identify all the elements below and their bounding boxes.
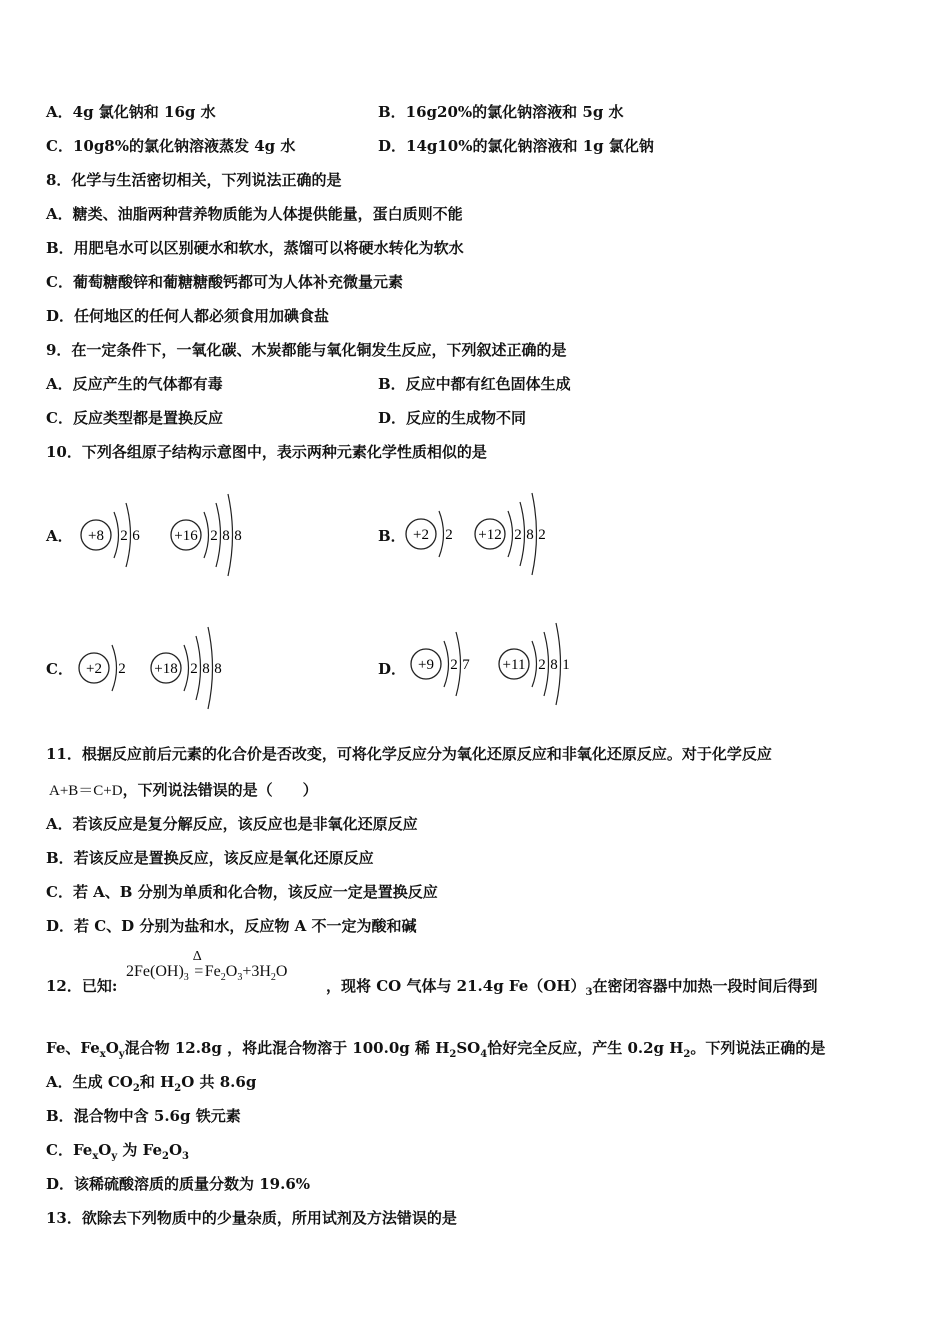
q7-option-d: D．14g10%的氯化钠溶液和 1g 氯化钠 xyxy=(378,137,654,155)
nucleus-charge: +9 xyxy=(418,657,434,673)
q10-stem: 10．下列各组原子结构示意图中，表示两种元素化学性质相似的是 xyxy=(46,443,487,461)
electron-count: 8 xyxy=(222,528,230,544)
q12-prefix: 12．已知: xyxy=(46,977,118,995)
electron-count: 2 xyxy=(120,528,128,544)
q9-option-b: B．反应中都有红色固体生成 xyxy=(378,375,571,393)
electron-count: 2 xyxy=(210,528,218,544)
atom-svg xyxy=(474,488,552,580)
electron-count: 2 xyxy=(538,657,546,673)
q12-stem-line2: Fe、$Fe_xO_y$混合物 12.8g ，将此混合物溶于 100.0g 稀 $H_2SO_4$恰好完全反应，产生 0.2g $H_2$。下列说法正确的是 xyxy=(46,1039,826,1060)
electron-shell-arc xyxy=(112,645,117,691)
q9-option-d: D．反应的生成物不同 xyxy=(378,409,527,427)
electron-count: 8 xyxy=(526,527,534,543)
q11-equation: A+B＝C+D xyxy=(49,783,123,799)
q8-stem: 8．化学与生活密切相关，下列说法正确的是 xyxy=(46,171,342,189)
electron-shell-arc xyxy=(204,512,209,558)
atom-svg xyxy=(498,618,576,710)
q7-option-b: B．16g20%的氯化钠溶液和 5g 水 xyxy=(378,103,624,121)
electron-count: 2 xyxy=(445,527,453,543)
q10-option-b-label: B． xyxy=(378,527,406,545)
nucleus-charge: +2 xyxy=(413,527,429,543)
q7-option-a: A．4g 氯化钠和 16g 水 xyxy=(46,103,216,121)
electron-shell-arc xyxy=(444,641,449,687)
electron-count: 7 xyxy=(462,657,470,673)
nucleus-charge: +2 xyxy=(86,661,102,677)
electron-count: 2 xyxy=(514,527,522,543)
atom-svg xyxy=(410,625,476,703)
electron-shell-arc xyxy=(532,641,537,687)
q9-stem: 9．在一定条件下，一氧化碳、木炭都能与氧化铜发生反应，下列叙述正确的是 xyxy=(46,341,567,359)
electron-count: 8 xyxy=(550,657,558,673)
electron-count: 8 xyxy=(214,661,222,677)
q10-option-c-label: C． xyxy=(46,660,73,678)
q12-option-d: D．该稀硫酸溶质的质量分数为 19.6% xyxy=(46,1175,311,1193)
nucleus-charge: +16 xyxy=(174,528,198,544)
q12-option-c: C．$Fe_xO_y$ 为 $Fe_2O_3$ xyxy=(46,1141,190,1162)
q11-option-a: A．若该反应是复分解反应，该反应也是非氧化还原反应 xyxy=(46,815,418,833)
q8-option-c: C．葡萄糖酸锌和葡糖糖酸钙都可为人体补充微量元素 xyxy=(46,273,403,291)
electron-count: 2 xyxy=(538,527,546,543)
atom-svg xyxy=(405,502,459,566)
electron-count: 8 xyxy=(234,528,242,544)
nucleus-charge: +12 xyxy=(478,527,502,543)
q11-option-b: B．若该反应是置换反应，该反应是氧化还原反应 xyxy=(46,849,374,867)
electron-count: 2 xyxy=(450,657,458,673)
electron-shell-arc xyxy=(114,512,119,558)
heat-condition: Δ xyxy=(192,949,202,964)
equals-sign: = xyxy=(194,963,204,980)
nucleus-charge: +18 xyxy=(154,661,178,677)
atom-svg xyxy=(170,489,248,581)
q8-option-d: D．任何地区的任何人都必须食用加碘食盐 xyxy=(46,307,330,325)
q8-option-b: B．用肥皂水可以区别硬水和软水，蒸馏可以将硬水转化为软水 xyxy=(46,239,464,257)
electron-count: 2 xyxy=(118,661,126,677)
q13-stem: 13．欲除去下列物质中的少量杂质，所用试剂及方法错误的是 xyxy=(46,1209,457,1227)
nucleus-charge: +8 xyxy=(88,528,104,544)
q11-option-c: C．若 A、B 分别为单质和化合物，该反应一定是置换反应 xyxy=(46,883,438,901)
q10-option-a-label: A． xyxy=(46,527,73,545)
nucleus-charge: +11 xyxy=(502,657,526,673)
q11-stem-cont: ，下列说法错误的是（ ） xyxy=(122,781,318,799)
q8-option-a: A．糖类、油脂两种营养物质能为人体提供能量，蛋白质则不能 xyxy=(46,205,463,223)
electron-count: 2 xyxy=(190,661,198,677)
q7-option-c: C．10g8%的氯化钠溶液蒸发 4g 水 xyxy=(46,137,296,155)
electron-shell-arc xyxy=(184,645,189,691)
q12-stem: ，现将 CO 气体与 21.4g $Fe(OH)_3$在密闭容器中加热一段时间后得到 xyxy=(326,977,818,998)
q12-equation: $2Fe(OH)_3$ Δ $=Fe_2O_3+3H_2O$ xyxy=(126,949,288,984)
q11-option-d: D．若 C、D 分别为盐和水，反应物 A 不一定为酸和碱 xyxy=(46,917,417,935)
q12-option-b: B．混合物中含 5.6g 铁元素 xyxy=(46,1107,241,1125)
q11-stem-line2 xyxy=(46,780,318,801)
q9-option-a: A．反应产生的气体都有毒 xyxy=(46,375,223,393)
electron-shell-arc xyxy=(439,511,444,557)
q10-option-d-label: D． xyxy=(378,660,407,678)
q11-stem: 11．根据反应前后元素的化合价是否改变，可将化学反应分为氧化还原反应和非氧化还原反应。对于化学反应 xyxy=(46,745,772,763)
atom-svg xyxy=(78,636,132,700)
electron-shell-arc xyxy=(508,511,513,557)
atom-svg xyxy=(80,496,146,574)
q12-option-a: A．生成 $CO_2$和 $H_2O$ 共 8.6g xyxy=(46,1073,257,1094)
atom-svg xyxy=(150,622,228,714)
electron-count: 6 xyxy=(132,528,140,544)
electron-count: 1 xyxy=(562,657,570,673)
q9-option-c: C．反应类型都是置换反应 xyxy=(46,409,223,427)
electron-count: 8 xyxy=(202,661,210,677)
